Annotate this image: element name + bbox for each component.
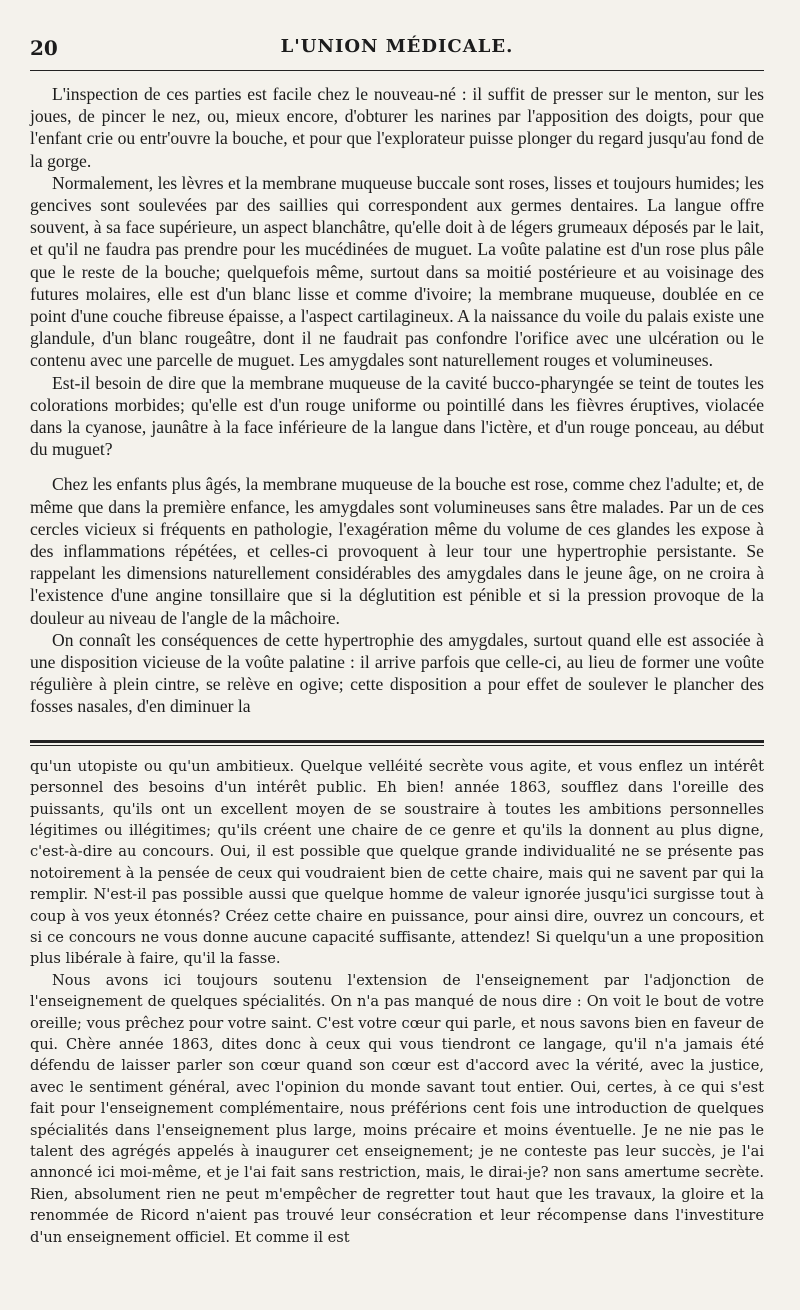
feuilleton-divider (30, 740, 764, 746)
page-header (30, 34, 764, 64)
main-paragraph-3: Est-il besoin de dire que la membrane muqueuse de la cavité bucco-pharyngée se teint de toutes les colorations morbides; qu'elle est d'un rouge uniforme ou pointillé dans les fièvres éruptives, violacée dans la cyanose, jaunâtre à la face inférieure de la langue dans l'ictère, et d'un rouge ponceau, au début du muguet? (30, 372, 764, 460)
main-paragraph-2: Normalement, les lèvres et la membrane muqueuse buccale sont roses, lisses et toujours humides; les gencives sont soulevées par des saillies qui correspondent aux germes dentaires. La langue offre souvent, à sa face supérieure, un aspect blanchâtre, qu'elle doit à de légers grumeaux déposés par le lait, et qu'il ne faudra pas prendre pour les mucédinées de muguet. La voûte palatine est d'un rose plus pâle que le reste de la bouche; quelquefois même, surtout dans sa moitié postérieure et au voisinage des futures molaires, elle est d'un blanc lisse et comme d'ivoire; la membrane muqueuse, doublée en ce point d'une couche fibreuse épaisse, a l'aspect cartilagineux. A la naissance du voile du palais existe une glandule, d'un blanc rougeâtre, dont il ne faudrait pas confondre l'orifice avec une ulcération ou le contenu avec une parcelle de muguet. Les amygdales sont naturellement rouges et volumineuses. (30, 172, 764, 371)
header-rule (30, 70, 764, 71)
main-paragraph-1: L'inspection de ces parties est facile chez le nouveau-né : il suffit de presser sur le menton, sur les joues, de pincer le nez, ou, mieux encore, d'obturer les narines par l'apposition des doigts, pour que l'enfant crie ou entr'ouvre la bouche, et pour que l'explorateur puisse plonger du regard jusqu'au fond de la gorge. (30, 84, 764, 171)
page-number: 20 (30, 36, 58, 60)
feuilleton-paragraph-2: Nous avons ici toujours soutenu l'extension de l'enseignement par l'adjonction de l'enseignement de quelques spécialités. On n'a pas manqué de nous dire : On voit le bout de votre oreille; vous prêchez pour votre saint. C'est votre cœur qui parle, et nous savons bien en faveur de qui. Chère année 1863, dites donc à ceux qui vous tiendront ce langage, qu'il n'a jamais été défendu de laisser parler son cœur quand son cœur est d'accord avec la vérité, avec la justice, avec le sentiment général, avec l'opinion du monde savant tout entier. Oui, certes, à ce qui s'est fait pour l'enseignement complémentaire, nous préférions cent fois une introduction de quelques spécialités dans l'enseignement plus large, moins précaire et moins éventuelle. Je ne nie pas le talent des agrégés appelés à inaugurer cet enseignement; je ne conteste pas leur succès, je l'ai annoncé ici moi-même, et je l'ai fait sans restriction, mais, le dirai-je? non sans amertume secrète. Rien, absolument rien ne peut m'empêcher de regretter tout haut que les travaux, la gloire et la renommée de Ricord n'aient pas trouvé leur consécration et leur récompense dans l'investiture d'un enseignement officiel. Et comme il est (30, 971, 764, 1246)
main-article (30, 83, 764, 718)
journal-title: L'UNION MÉDICALE. (280, 36, 514, 57)
main-paragraph-5: On connaît les conséquences de cette hypertrophie des amygdales, surtout quand elle est associée à une disposition vicieuse de la voûte palatine : il arrive parfois que celle-ci, au lieu de former une voûte régulière à plein cintre, se relève en ogive; cette disposition a pour effet de soulever le plancher des fosses nasales, d'en diminuer la (30, 629, 764, 717)
feuilleton-paragraph-1: qu'un utopiste ou qu'un ambitieux. Quelque velléité secrète vous agite, et vous enflez un intérêt personnel des besoins d'un intérêt public. Eh bien! année 1863, soufflez dans l'oreille des puissants, qu'ils ont un excellent moyen de se soustraire à toutes les ambitions personnelles légitimes ou illégitimes; qu'ils créent une chaire de ce genre et qu'ils la donnent au plus digne, c'est-à-dire au concours. Oui, il est possible que quelque grande individualité ne se présente pas notoirement à la pensée de ceux qui voudraient bien de cette chaire, mais qui ne savent par qui la remplir. N'est-il pas possible aussi que quelque homme de valeur ignorée jusqu'ici surgisse tout à coup à vos yeux étonnés? Créez cette chaire en puissance, pour ainsi dire, ouvrez un concours, et si ce concours ne vous donne aucune capacité suffisante, attendez! Si quelqu'un a une proposition plus libérale à faire, qu'il la fasse. (30, 757, 764, 968)
feuilleton-section (30, 756, 764, 1248)
main-paragraph-4: Chez les enfants plus âgés, la membrane muqueuse de la bouche est rose, comme chez l'adulte; et, de même que dans la première enfance, les amygdales sont volumineuses sans être malades. Par un de ces cercles vicieux si fréquents en pathologie, l'exagération même du volume de ces glandes les expose à des inflammations répétées, et celles-ci provoquent à leur tour une hypertrophie persistante. Se rappelant les dimensions naturellement considérables des amygdales dans le jeune âge, on ne croira à l'existence d'une angine tonsillaire que si la déglutition est pénible et si la pression provoque de la douleur au niveau de l'angle de la mâchoire. (30, 474, 764, 628)
